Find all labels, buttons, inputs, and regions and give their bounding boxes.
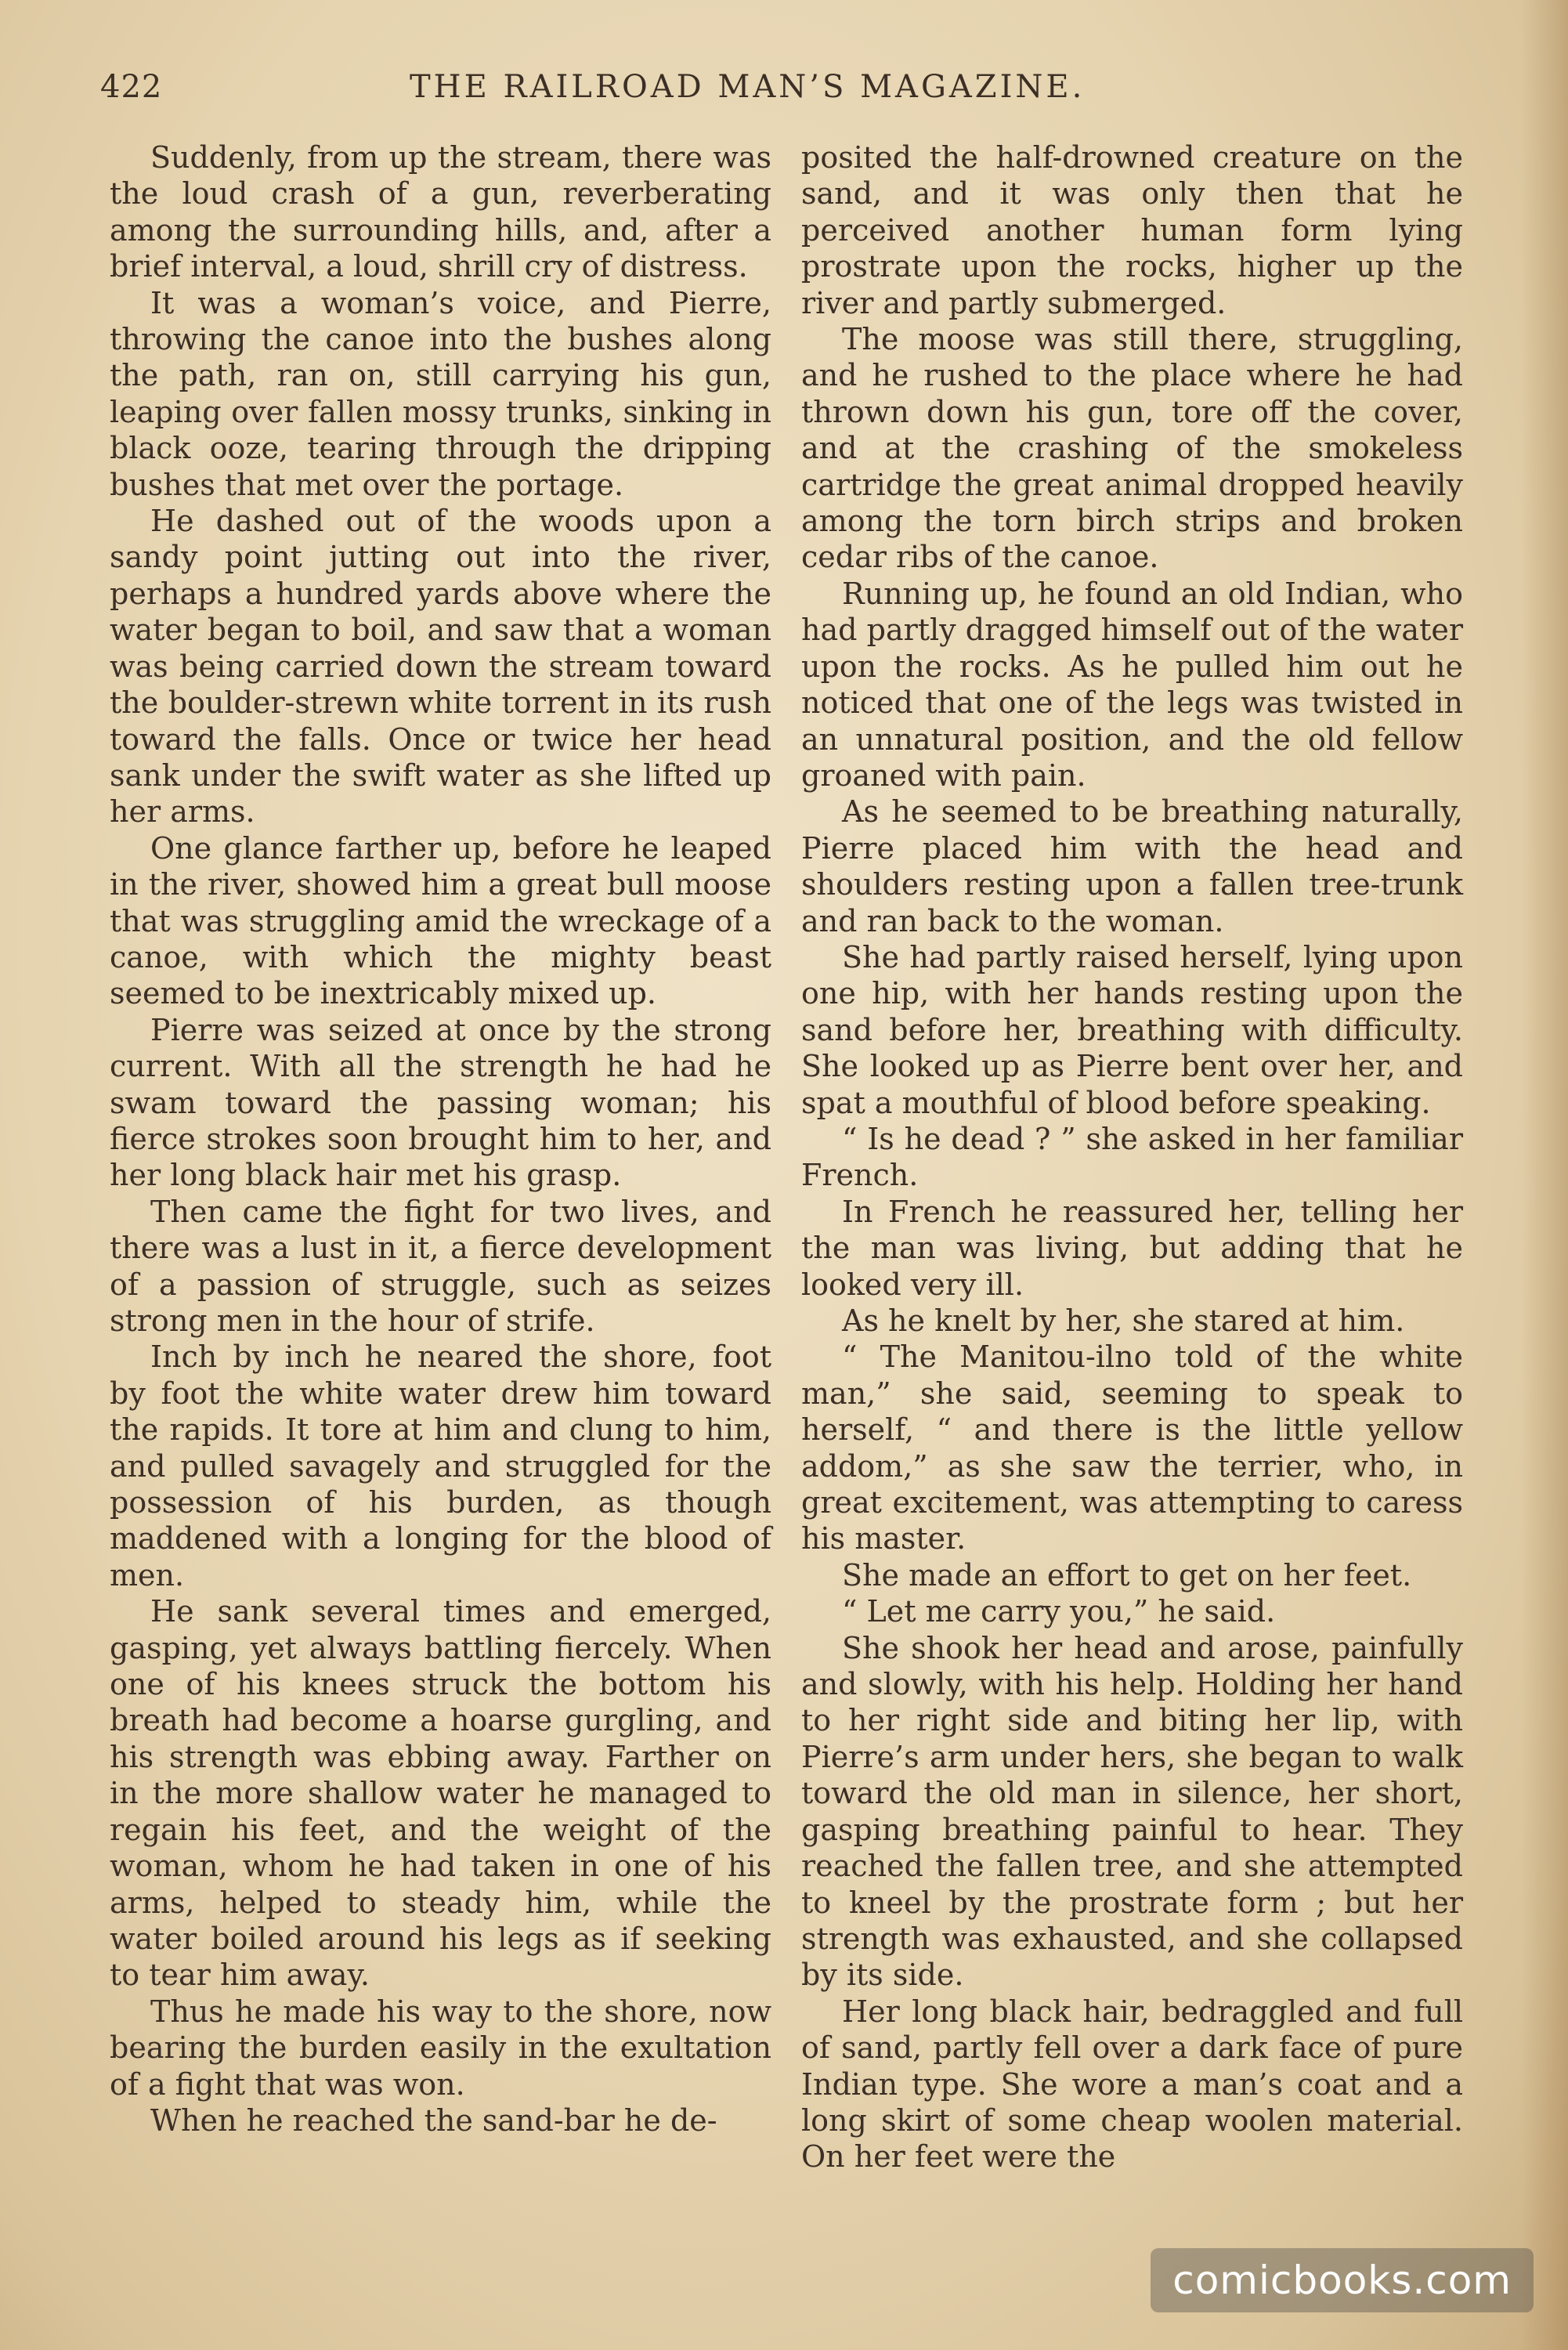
- paragraph: She shook her head and arose, painfully and slowly, with his help. Holding her hand to her right side and biting her lip, with Pierre’s arm under hers, she began to walk toward the old man in silence, her short, gasping breathing painful to hear. They reached the fallen tree, and she attempted to kneel by the prostrate form ; but her strength was exhausted, and she collapsed by its side.: [801, 1630, 1463, 1993]
- paragraph: “ Let me carry you,” he said.: [842, 1594, 1276, 1629]
- paragraph: As he seemed to be breathing naturally, Pierre placed him with the head and shoulders resting upon a fallen tree-trunk and ran back to the woman.: [801, 794, 1463, 938]
- paragraph: He dashed out of the woods upon a sandy point jutting out into the river, perhaps a hundred yards above where the water began to boil, and saw that a woman was being carried down the stream toward the boulder-strewn white torrent in its rush toward the falls. Once or twice her head sank under the swift water as she lifted up her arms.: [110, 504, 771, 830]
- left-column: [110, 139, 771, 2138]
- paragraph: Running up, he found an old Indian, who had partly dragged himself out of the water upon the rocks. As he pulled him out he noticed that one of the legs was twisted in an unnatural position, and the old fellow groaned with pain.: [801, 576, 1463, 793]
- page-edge-shadow: [1521, 0, 1568, 2350]
- paragraph: One glance farther up, before he leaped in the river, showed him a great bull moose that was struggling amid the wreckage of a canoe, with which the mighty beast seemed to be inextricably mixed up.: [110, 830, 771, 1011]
- paragraph: Her long black hair, bedraggled and full of sand, partly fell over a dark face of pure Indian type. She wore a man’s coat and a long skirt of some cheap woolen material. On her feet were the: [801, 1994, 1463, 2175]
- watermark: comicbooks.com: [1151, 2248, 1534, 2312]
- paragraph: She made an effort to get on her feet.: [842, 1557, 1412, 1593]
- running-title: THE RAILROAD MAN’S MAGAZINE.: [410, 69, 1086, 105]
- paragraph: In French he reassured her, telling her the man was living, but adding that he looked very ill.: [801, 1194, 1463, 1302]
- paragraph: Suddenly, from up the stream, there was the loud crash of a gun, reverberating among the surrounding hills, and, after a brief interval, a loud, shrill cry of distress.: [110, 140, 771, 284]
- paragraph: The moose was still there, struggling, and he rushed to the place where he had thrown down his gun, tore off the cover, and at the crashing of the smokeless cartridge the great animal dropped heavily among the torn birch strips and broken cedar ribs of the canoe.: [801, 322, 1463, 575]
- paragraph: Pierre was seized at once by the strong current. With all the strength he had he swam toward the passing woman; his fierce strokes soon brought him to her, and her long black hair met his grasp.: [110, 1012, 771, 1193]
- paragraph: Inch by inch he neared the shore, foot by foot the white water drew him toward the rapids. It tore at him and clung to him, and pulled savagely and struggled for the possession of his burden, as though maddened with a longing for the blood of men.: [110, 1340, 771, 1593]
- paragraph: When he reached the sand-bar he de-: [150, 2102, 717, 2138]
- paragraph: He sank several times and emerged, gasping, yet always battling fiercely. When one of his knees struck the bottom his breath had become a hoarse gurgling, and his strength was ebbing away. Farther on in the more shallow water he managed to regain his feet, and the weight of the woman, whom he had taken in one of his arms, helped to steady him, while the water boiled around his legs as if seeking to tear him away.: [110, 1594, 771, 1993]
- paragraph: It was a woman’s voice, and Pierre, throwing the canoe into the bushes along the path, ran on, still carrying his gun, leaping over fallen mossy trunks, sinking in black ooze, tearing through the dripping bushes that met over the portage.: [110, 285, 771, 502]
- paragraph: Then came the fight for two lives, and there was a lust in it, a fierce development of a passion of struggle, such as seizes strong men in the hour of strife.: [110, 1194, 771, 1338]
- page-header: [100, 69, 1463, 116]
- page-number: 422: [100, 69, 163, 105]
- paragraph: As he knelt by her, she stared at him.: [842, 1303, 1405, 1338]
- paragraph: Thus he made his way to the shore, now bearing the burden easily in the exultation of a fight that was won.: [110, 1994, 771, 2102]
- paragraph: “ The Manitou-ilno told of the white man,” she said, seeming to speak to herself, “ and there is the little yellow addom,” as she saw the terrier, who, in great excitement, was attempting to caress his master.: [801, 1340, 1463, 1556]
- right-column: [801, 139, 1463, 2175]
- paragraph: She had partly raised herself, lying upon one hip, with her hands resting upon the sand before her, breathing with difficulty. She looked up as Pierre bent over her, and spat a mouthful of blood before speaking.: [801, 939, 1463, 1120]
- paragraph: posited the half-drowned creature on the sand, and it was only then that he perceived another human form lying prostrate upon the rocks, higher up the river and partly submerged.: [801, 140, 1463, 320]
- paragraph: “ Is he dead ? ” she asked in her familiar French.: [801, 1121, 1463, 1193]
